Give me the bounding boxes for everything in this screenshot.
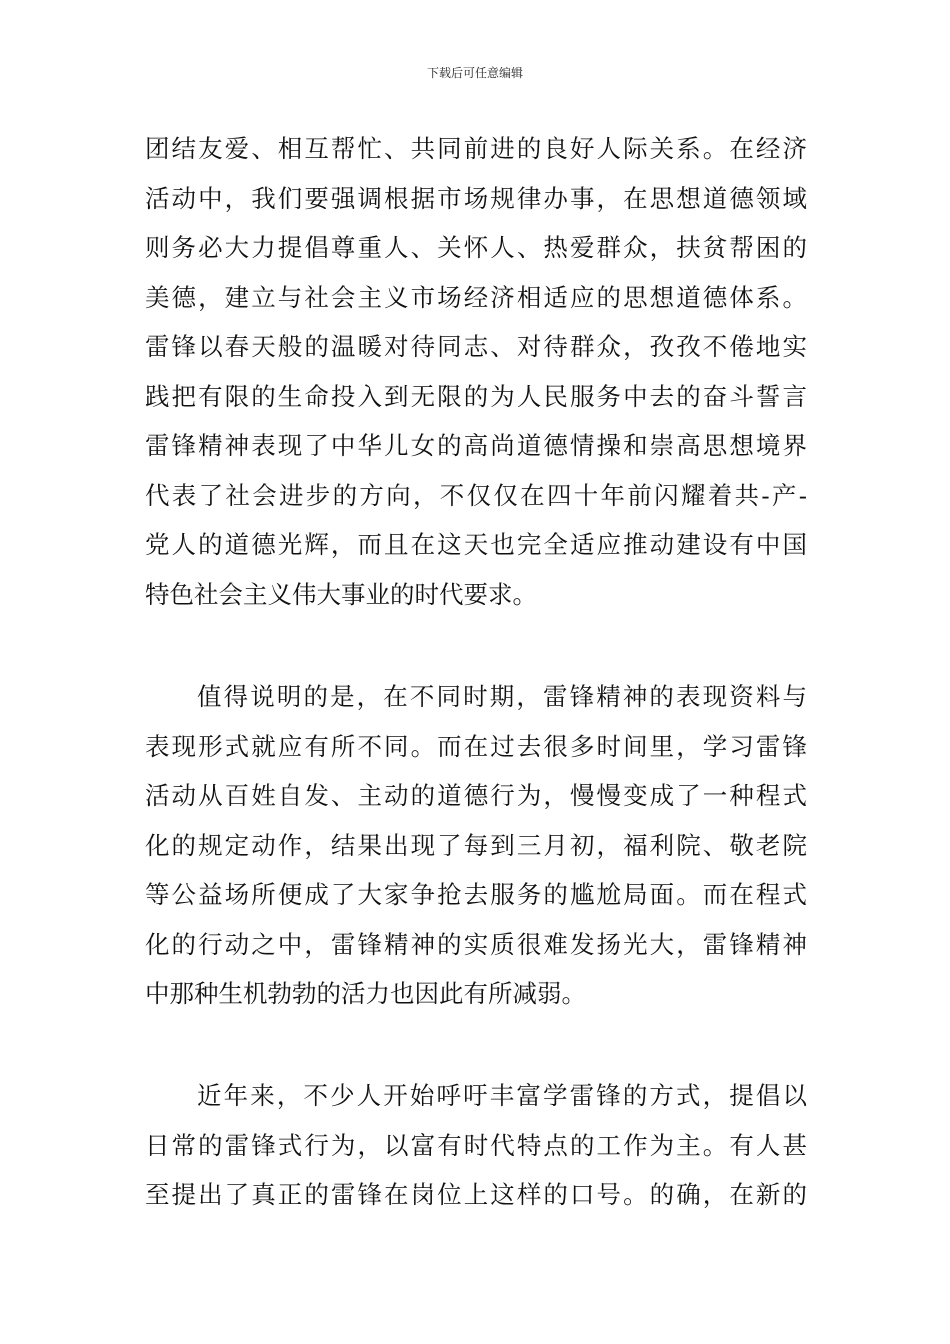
text-line: 雷锋以春天般的温暖对待同志、对待群众，孜孜不倦地实 — [145, 332, 807, 361]
paragraph-3 — [145, 1071, 807, 1220]
text-line: 雷锋精神表现了中华儿女的高尚道德情操和崇高思想境界 — [145, 431, 807, 460]
text-line: 中那种生机勃勃的活力也因此有所减弱。 — [145, 979, 586, 1008]
text-line: 则务必大力提倡尊重人、关怀人、热爱群众，扶贫帮困的 — [145, 233, 807, 262]
text-line: 特色社会主义伟大事业的时代要求。 — [145, 579, 537, 609]
text-line: 团结友爱、相互帮忙、共同前进的良好人际关系。在经济 — [145, 134, 807, 163]
text-line: 近年来，不少人开始呼吁丰富学雷锋的方式，提倡以 — [197, 1081, 807, 1110]
text-line: 代表了社会进步的方向，不仅仅在四十年前闪耀着共-产- — [145, 480, 807, 510]
text-line: 践把有限的生命投入到无限的为人民服务中去的奋斗誓言 — [145, 381, 807, 411]
text-line: 活动从百姓自发、主动的道德行为，慢慢变成了一种程式 — [145, 781, 807, 810]
paragraph-1 — [145, 124, 807, 619]
text-line: 表现形式就应有所不同。而在过去很多时间里，学习雷锋 — [145, 731, 807, 761]
text-line: 党人的道德光辉，而且在这天也完全适应推动建设有中国 — [145, 530, 807, 559]
text-line: 活动中，我们要强调根据市场规律办事，在思想道德领域 — [145, 183, 807, 213]
text-line: 日常的雷锋式行为，以富有时代特点的工作为主。有人甚 — [145, 1130, 807, 1160]
text-line: 化的规定动作，结果出现了每到三月初，福利院、敬老院 — [145, 830, 807, 860]
text-line: 美德，建立与社会主义市场经济相适应的思想道德体系。 — [145, 282, 807, 312]
text-line: 至提出了真正的雷锋在岗位上这样的口号。的确，在新的 — [145, 1180, 807, 1209]
page-header: 下载后可任意编辑 — [426, 66, 523, 80]
paragraph-2 — [145, 672, 807, 1019]
text-line: 等公益场所便成了大家争抢去服务的尴尬局面。而在程式 — [145, 880, 807, 909]
text-line: 化的行动之中，雷锋精神的实质很难发扬光大，雷锋精神 — [145, 929, 807, 959]
text-line: 值得说明的是，在不同时期，雷锋精神的表现资料与 — [197, 682, 807, 711]
